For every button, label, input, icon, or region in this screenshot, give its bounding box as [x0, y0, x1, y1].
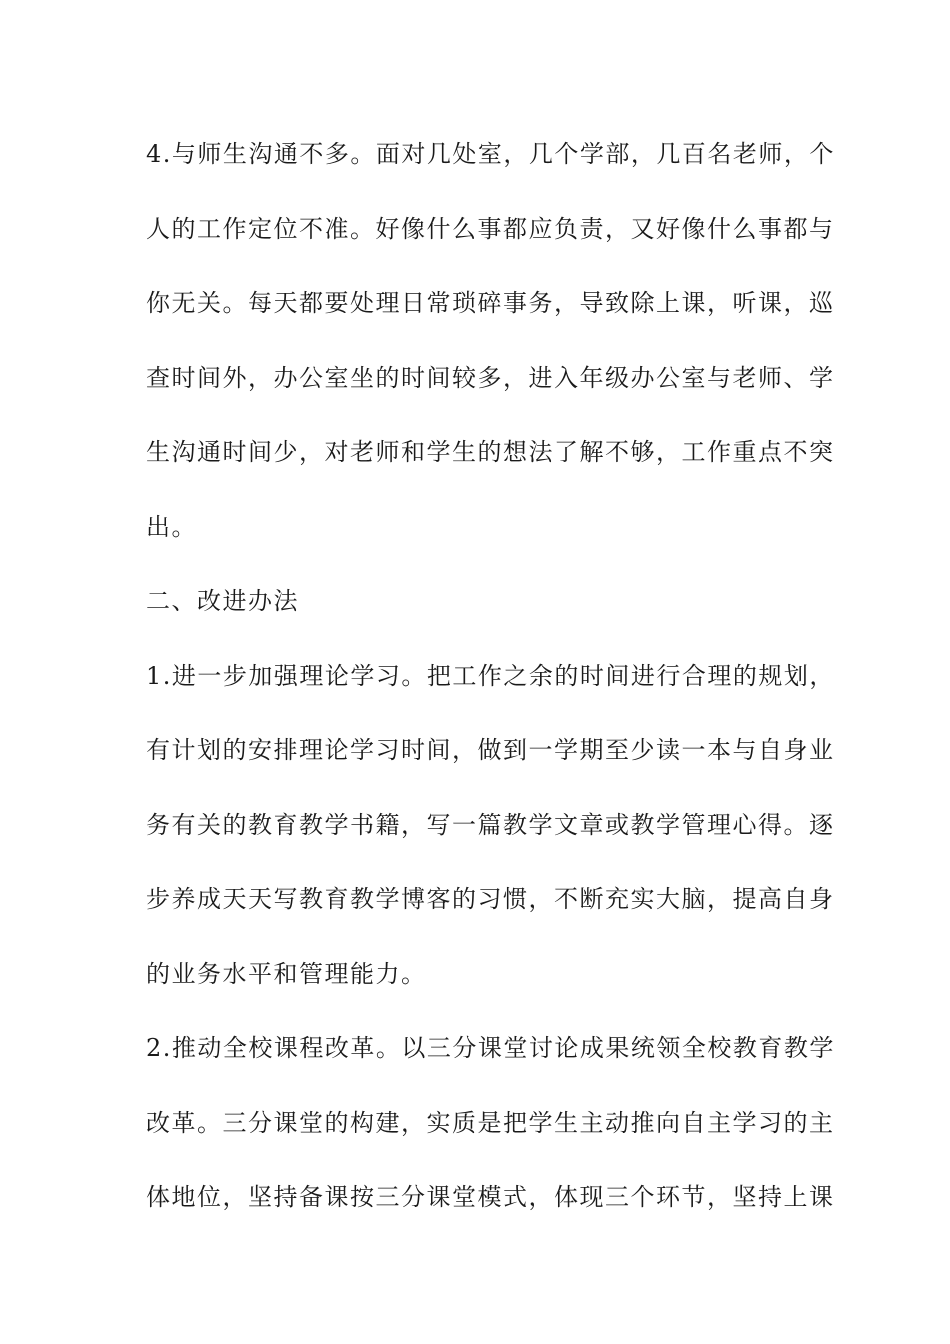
section-heading: 二、改进办法: [146, 587, 299, 615]
text-line: 步养成天天写教育教学博客的习惯，不断充实大脑，提高自身: [146, 885, 835, 913]
text-line: 务有关的教育教学书籍，写一篇教学文章或教学管理心得。逐: [146, 810, 835, 839]
text-line: 出。: [146, 512, 197, 541]
text-line: 有计划的安排理论学习时间，做到一学期至少读一本与自身业: [146, 736, 835, 764]
text-line: 你无关。每天都要处理日常琐碎事务，导致除上课，听课，巡: [146, 289, 835, 317]
text-line: 的业务水平和管理能力。: [146, 959, 427, 988]
text-line: 体地位，坚持备课按三分课堂模式，体现三个环节，坚持上课: [146, 1183, 835, 1211]
text-line: 改革。三分课堂的构建，实质是把学生主动推向自主学习的主: [146, 1108, 835, 1137]
document-body: [146, 130, 835, 1248]
text-line: 人的工作定位不准。好像什么事都应负责，又好像什么事都与: [146, 214, 835, 243]
text-line: 1.进一步加强理论学习。把工作之余的时间进行合理的规划，: [146, 661, 835, 690]
text-line: 查时间外，办公室坐的时间较多，进入年级办公室与老师、学: [146, 363, 835, 392]
text-line: 生沟通时间少，对老师和学生的想法了解不够，工作重点不突: [146, 438, 835, 466]
text-line: 2.推动全校课程改革。以三分课堂讨论成果统领全校教育教学: [146, 1034, 835, 1062]
text-line: 4.与师生沟通不多。面对几处室，几个学部，几百名老师，个: [146, 140, 835, 168]
